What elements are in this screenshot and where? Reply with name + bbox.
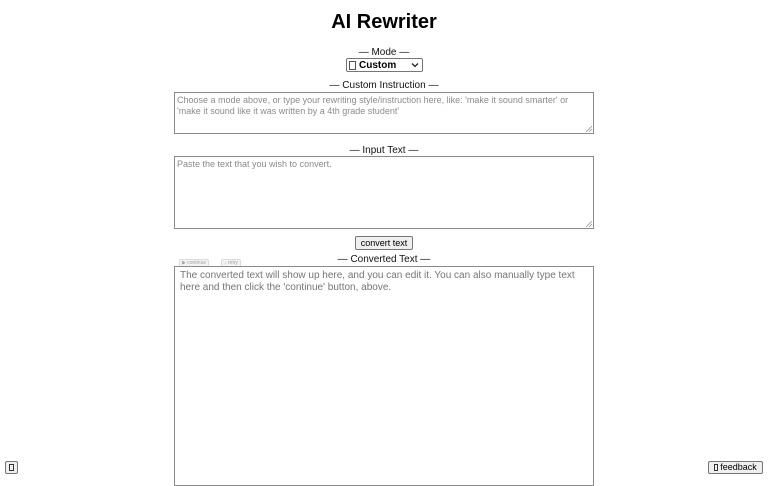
chevron-down-icon <box>410 60 420 70</box>
custom-instruction-textarea[interactable] <box>174 92 594 134</box>
convert-text-button[interactable]: convert text <box>355 236 413 250</box>
resize-grip-icon[interactable] <box>586 126 592 132</box>
mode-option-icon <box>349 61 356 70</box>
custom-instruction-placeholder: Choose a mode above, or type your rewriting style/instruction here, like: 'make it sound smarter' or 'make it sound like it was written by a 4th grade student' <box>177 95 569 116</box>
feedback-label: feedback <box>720 462 757 472</box>
mode-select[interactable] <box>346 58 423 72</box>
converted-text-textarea[interactable] <box>174 266 594 486</box>
converted-text-label: — Converted Text — <box>337 254 431 265</box>
feedback-icon <box>714 464 718 471</box>
menu-icon <box>9 464 14 471</box>
custom-instruction-label: — Custom Instruction — <box>329 80 439 91</box>
input-text-label: — Input Text — <box>349 145 419 156</box>
resize-grip-icon[interactable] <box>586 221 592 227</box>
page-title: AI Rewriter <box>331 11 437 33</box>
continue-button[interactable]: ▶ continue <box>179 259 209 268</box>
mode-label: — Mode — <box>358 47 410 58</box>
input-text-placeholder: Paste the text that you wish to convert. <box>177 159 332 169</box>
retry-button[interactable]: ↓ retry <box>221 259 241 268</box>
mode-selected-value: Custom <box>359 59 397 71</box>
feedback-button[interactable] <box>708 461 763 474</box>
menu-button[interactable] <box>5 461 18 474</box>
input-text-textarea[interactable] <box>174 156 594 229</box>
converted-text-placeholder: The converted text will show up here, and you can edit it. You can also manually type text here and then click the 'continue' button, above. <box>180 270 575 293</box>
